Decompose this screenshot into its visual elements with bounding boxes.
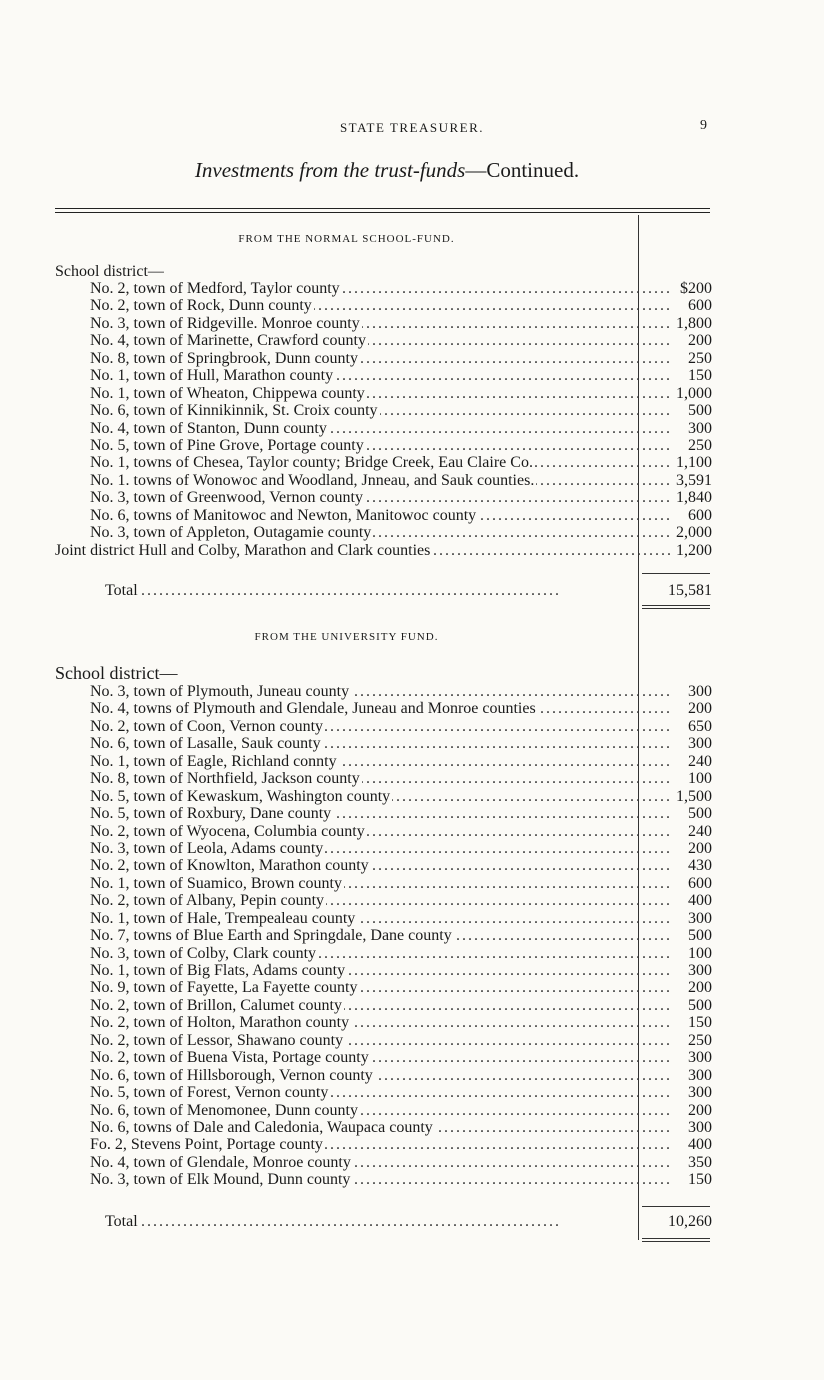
row-label: No. 6, town of Lasalle, Sauk county bbox=[90, 735, 321, 753]
row-amount: 1,800 bbox=[676, 314, 712, 332]
row-amount: 300 bbox=[688, 1049, 712, 1067]
row-description bbox=[90, 1171, 670, 1188]
row-amount: 200 bbox=[688, 979, 712, 997]
row-amount: 200 bbox=[688, 700, 712, 718]
row-description bbox=[55, 542, 670, 559]
table-row bbox=[55, 1067, 710, 1084]
row-amount: 200 bbox=[688, 332, 712, 350]
row-label: No. 5, town of Roxbury, Dane county bbox=[90, 805, 332, 823]
table-row bbox=[55, 524, 710, 541]
university-fund-rows bbox=[55, 683, 710, 1189]
row-amount: 300 bbox=[688, 1118, 712, 1136]
table-row bbox=[55, 297, 710, 314]
row-amount: 1,200 bbox=[676, 541, 712, 559]
row-label: No. 6, town of Hillsborough, Vernon county bbox=[90, 1066, 373, 1084]
table-row bbox=[55, 507, 710, 524]
row-label: No. 3, town of Plymouth, Juneau county bbox=[90, 683, 350, 700]
row-amount: 200 bbox=[688, 839, 712, 857]
row-description bbox=[90, 718, 670, 735]
table-row bbox=[55, 700, 710, 717]
row-description bbox=[90, 367, 670, 384]
row-description bbox=[90, 840, 670, 857]
row-label: No. 9, town of Fayette, La Fayette county bbox=[90, 979, 358, 997]
row-amount: 500 bbox=[688, 402, 712, 420]
running-head: STATE TREASURER. bbox=[339, 120, 485, 135]
row-description bbox=[90, 1102, 670, 1119]
row-amount: 250 bbox=[688, 349, 712, 367]
row-description bbox=[90, 420, 670, 437]
row-description bbox=[90, 524, 670, 541]
total-label-wrap bbox=[105, 1213, 670, 1231]
row-description bbox=[90, 402, 670, 419]
row-description bbox=[90, 700, 670, 717]
table-row bbox=[55, 823, 710, 840]
row-label: No. 3, town of Greenwood, Vernon county bbox=[90, 489, 363, 507]
row-description bbox=[90, 770, 670, 787]
row-description bbox=[90, 910, 670, 927]
table-row bbox=[55, 1171, 710, 1188]
row-description bbox=[90, 489, 670, 506]
row-label: No. 3, town of Colby, Clark county bbox=[90, 944, 317, 962]
top-rule-2 bbox=[55, 212, 710, 213]
title-main: Investments from the trust-funds bbox=[194, 158, 466, 182]
row-label: No. 1, town of Suamico, Brown county bbox=[90, 874, 342, 892]
row-label: No. 3, town of Appleton, Outagamie county bbox=[90, 524, 372, 542]
total-label-wrap bbox=[105, 582, 670, 600]
row-description bbox=[90, 507, 670, 524]
univ-sum-line bbox=[642, 1206, 710, 1207]
univ-double-line bbox=[642, 1238, 710, 1239]
row-amount: 150 bbox=[688, 367, 712, 385]
page-number: 9 bbox=[700, 118, 707, 133]
row-description bbox=[90, 1049, 670, 1066]
row-amount: 300 bbox=[688, 683, 712, 700]
normal-double-line bbox=[642, 605, 710, 606]
row-label: No. 2, town of Albany, Pepin county bbox=[90, 892, 325, 910]
row-label: No. 2, town of Brillon, Calumet county bbox=[90, 996, 342, 1014]
table-row bbox=[55, 1032, 710, 1049]
joint-district-row bbox=[55, 542, 710, 559]
row-amount: 100 bbox=[688, 770, 712, 788]
row-description bbox=[90, 1119, 670, 1136]
row-amount: 100 bbox=[688, 944, 712, 962]
row-description bbox=[90, 332, 670, 349]
row-amount: 300 bbox=[688, 1066, 712, 1084]
table-row bbox=[55, 1014, 710, 1031]
row-label: No. 2, town of Holton, Marathon county bbox=[90, 1014, 350, 1032]
row-amount: 400 bbox=[688, 1136, 712, 1154]
table-row bbox=[55, 753, 710, 770]
row-description bbox=[90, 454, 670, 471]
row-amount: 300 bbox=[688, 962, 712, 979]
row-label: No. 1, town of Big Flats, Adams county bbox=[90, 962, 346, 979]
row-amount: 600 bbox=[688, 297, 712, 315]
table-row bbox=[55, 735, 710, 752]
row-label: No. 8, town of Springbrook, Dunn county bbox=[90, 349, 358, 367]
normal-fund-heading: FROM THE NORMAL SCHOOL-FUND. bbox=[238, 233, 455, 245]
row-description bbox=[90, 979, 670, 996]
row-description bbox=[90, 875, 670, 892]
table-row bbox=[55, 962, 710, 979]
university-fund-heading: FROM THE UNIVERSITY FUND. bbox=[254, 631, 439, 643]
normal-fund-total bbox=[55, 582, 710, 602]
row-label: No. 4, town of Stanton, Dunn county bbox=[90, 419, 327, 437]
row-amount: 600 bbox=[688, 874, 712, 892]
row-amount: 500 bbox=[688, 805, 712, 823]
row-amount: 1,840 bbox=[676, 489, 712, 507]
row-description bbox=[90, 753, 670, 770]
table-row bbox=[55, 402, 710, 419]
row-amount: 650 bbox=[688, 717, 712, 735]
table-row bbox=[55, 770, 710, 787]
table-row bbox=[55, 367, 710, 384]
table-row bbox=[55, 857, 710, 874]
row-label: No. 4, town of Glendale, Monroe county bbox=[90, 1153, 351, 1171]
row-amount: 300 bbox=[688, 419, 712, 437]
row-label: No. 1. towns of Wonowoc and Woodland, Jnneau, and Sauk counties. bbox=[90, 471, 535, 489]
row-amount: 300 bbox=[688, 1084, 712, 1102]
table-row bbox=[55, 420, 710, 437]
row-description bbox=[90, 997, 670, 1014]
row-amount: 300 bbox=[688, 909, 712, 927]
total-label: Total bbox=[105, 582, 138, 599]
row-description bbox=[90, 788, 670, 805]
row-description bbox=[90, 945, 670, 962]
row-label: No. 2, town of Rock, Dunn county bbox=[90, 297, 312, 315]
row-amount: 250 bbox=[688, 436, 712, 454]
table-row bbox=[55, 997, 710, 1014]
row-amount: 1,000 bbox=[676, 384, 712, 402]
table-row bbox=[55, 437, 710, 454]
row-amount: 350 bbox=[688, 1153, 712, 1171]
row-label: No. 2, town of Knowlton, Marathon county bbox=[90, 857, 369, 875]
row-description bbox=[90, 805, 670, 822]
table-row bbox=[55, 1136, 710, 1153]
row-label: No. 6, town of Kinnikinnik, St. Croix county bbox=[90, 402, 378, 420]
row-label: No. 5, town of Forest, Vernon county bbox=[90, 1084, 329, 1102]
univ-double-line-2 bbox=[642, 1241, 710, 1242]
row-label: Fo. 2, Stevens Point, Portage county bbox=[90, 1136, 323, 1154]
row-label: No. 1, town of Wheaton, Chippewa county bbox=[90, 384, 365, 402]
row-label: No. 2, town of Coon, Vernon county bbox=[90, 717, 324, 735]
row-description bbox=[90, 1084, 670, 1101]
row-label: No. 4, town of Marinette, Crawford county bbox=[90, 332, 366, 350]
row-label: No. 3, town of Ridgeville. Monroe county bbox=[90, 314, 360, 332]
row-label: No. 5, town of Kewaskum, Washington county bbox=[90, 787, 391, 805]
row-label: Joint district Hull and Colby, Marathon and Clark counties bbox=[55, 541, 431, 559]
table-row bbox=[55, 979, 710, 996]
normal-fund-group-label: School district— bbox=[55, 263, 164, 280]
row-description bbox=[90, 297, 670, 314]
row-label: No. 2, town of Buena Vista, Portage county bbox=[90, 1049, 369, 1067]
row-label: No. 5, town of Pine Grove, Portage county bbox=[90, 436, 364, 454]
row-description bbox=[90, 857, 670, 874]
row-amount: 1,500 bbox=[676, 787, 712, 805]
row-label: No. 2, town of Medford, Taylor county bbox=[90, 280, 340, 297]
row-amount: $200 bbox=[680, 280, 712, 297]
table-row bbox=[55, 280, 710, 297]
row-description bbox=[90, 683, 670, 700]
total-amount: 10,260 bbox=[668, 1213, 712, 1230]
table-row bbox=[55, 1154, 710, 1171]
row-amount: 400 bbox=[688, 892, 712, 910]
row-amount: 240 bbox=[688, 752, 712, 770]
table-row bbox=[55, 805, 710, 822]
row-label: No. 4, towns of Plymouth and Glendale, Juneau and Monroe counties bbox=[90, 700, 536, 718]
row-label: No. 1, town of Hull, Marathon county bbox=[90, 367, 334, 385]
row-label: No. 6, towns of Manitowoc and Newton, Manitowoc county bbox=[90, 506, 477, 524]
table-row bbox=[55, 315, 710, 332]
row-description bbox=[90, 472, 670, 489]
row-description bbox=[90, 315, 670, 332]
table-row bbox=[55, 683, 710, 700]
university-fund-group-label: School district— bbox=[55, 663, 178, 683]
row-amount: 500 bbox=[688, 927, 712, 945]
row-description bbox=[90, 280, 670, 297]
row-description bbox=[90, 437, 670, 454]
table-row bbox=[55, 945, 710, 962]
row-label: No. 6, towns of Dale and Caledonia, Waupaca county bbox=[90, 1118, 433, 1136]
row-description bbox=[90, 823, 670, 840]
table-row bbox=[55, 385, 710, 402]
table-row bbox=[55, 840, 710, 857]
total-amount: 15,581 bbox=[668, 582, 712, 599]
row-amount: 150 bbox=[688, 1014, 712, 1032]
row-label: No. 1, town of Eagle, Richland connty bbox=[90, 752, 337, 770]
row-label: No. 3, town of Elk Mound, Dunn county bbox=[90, 1171, 351, 1189]
row-label: No. 2, town of Wyocena, Columbia county bbox=[90, 822, 365, 840]
row-label: No. 1, town of Hale, Trempealeau county bbox=[90, 909, 356, 927]
row-label: No. 8, town of Northfield, Jackson county bbox=[90, 770, 360, 788]
table-row bbox=[55, 1084, 710, 1101]
total-label: Total bbox=[105, 1213, 138, 1230]
table-row bbox=[55, 788, 710, 805]
row-description bbox=[90, 1154, 670, 1171]
row-description bbox=[90, 735, 670, 752]
row-label: No. 6, town of Menomonee, Dunn county bbox=[90, 1101, 358, 1119]
title-suffix: —Continued. bbox=[465, 158, 580, 182]
row-amount: 240 bbox=[688, 822, 712, 840]
top-rule bbox=[55, 208, 710, 209]
row-label: No. 1, towns of Chesea, Taylor county; Bridge Creek, Eau Claire Co. bbox=[90, 454, 533, 472]
row-amount: 2,000 bbox=[676, 524, 712, 542]
row-label: No. 2, town of Lessor, Shawano county bbox=[90, 1031, 344, 1049]
row-description bbox=[90, 1032, 670, 1049]
table-row bbox=[55, 350, 710, 367]
row-label: No. 3, town of Leola, Adams county bbox=[90, 839, 324, 857]
row-description bbox=[90, 385, 670, 402]
table-row bbox=[55, 875, 710, 892]
row-description bbox=[90, 1014, 670, 1031]
table-row bbox=[55, 454, 710, 471]
row-amount: 1,100 bbox=[676, 454, 712, 472]
normal-fund-rows bbox=[55, 280, 710, 559]
table-row bbox=[55, 1119, 710, 1136]
page-title bbox=[0, 158, 774, 183]
row-amount: 600 bbox=[688, 506, 712, 524]
table-row bbox=[55, 927, 710, 944]
row-amount: 430 bbox=[688, 857, 712, 875]
table-row bbox=[55, 1049, 710, 1066]
row-description bbox=[90, 892, 670, 909]
table-row bbox=[55, 332, 710, 349]
row-amount: 150 bbox=[688, 1171, 712, 1189]
row-description bbox=[90, 927, 670, 944]
table-row bbox=[55, 472, 710, 489]
table-row bbox=[55, 892, 710, 909]
row-amount: 500 bbox=[688, 996, 712, 1014]
normal-double-line-2 bbox=[642, 608, 710, 609]
row-amount: 250 bbox=[688, 1031, 712, 1049]
table-row bbox=[55, 910, 710, 927]
table-row bbox=[55, 489, 710, 506]
row-label: No. 7, towns of Blue Earth and Springdale, Dane county bbox=[90, 927, 452, 945]
row-description bbox=[90, 1136, 670, 1153]
row-amount: 200 bbox=[688, 1101, 712, 1119]
row-amount: 3,591 bbox=[676, 471, 712, 489]
row-description bbox=[90, 1067, 670, 1084]
table-row bbox=[55, 718, 710, 735]
row-amount: 300 bbox=[688, 735, 712, 753]
university-fund-total bbox=[55, 1213, 710, 1233]
row-description bbox=[90, 962, 670, 979]
normal-sum-line bbox=[642, 573, 710, 574]
table-row bbox=[55, 1102, 710, 1119]
row-description bbox=[90, 350, 670, 367]
